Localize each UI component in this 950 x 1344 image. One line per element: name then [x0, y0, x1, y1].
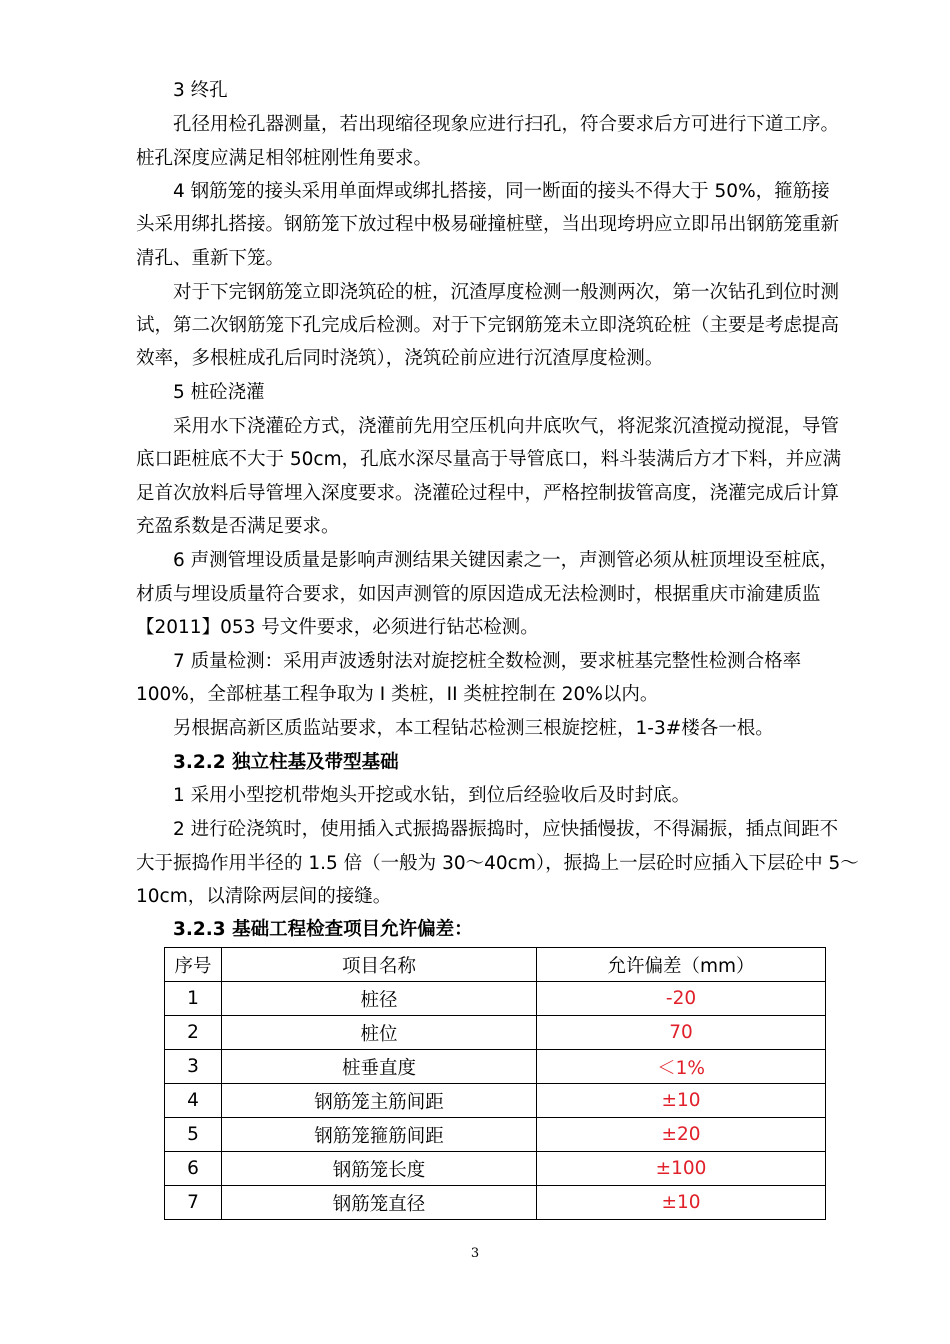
cell-item: 钢筋笼主筋间距: [222, 1084, 537, 1118]
paragraph-line: 4 钢筋笼的接头采用单面焊或绑扎搭接，同一断面的接头不得大于 50%，箍筋接: [173, 181, 830, 202]
cell-deviation: 70: [537, 1016, 826, 1050]
paragraph-line: 3 终孔: [173, 80, 228, 101]
cell-index: 7: [165, 1186, 222, 1220]
cell-item: 桩垂直度: [222, 1050, 537, 1084]
cell-index: 2: [165, 1016, 222, 1050]
cell-item: 桩径: [222, 982, 537, 1016]
cell-deviation: ±100: [537, 1152, 826, 1186]
page-number: 3: [470, 1246, 480, 1261]
header-cell-item: 项目名称: [222, 948, 537, 982]
cell-index: 5: [165, 1118, 222, 1152]
paragraph-line: 孔径用检孔器测量，若出现缩径现象应进行扫孔，符合要求后方可进行下道工序。: [173, 114, 840, 135]
cell-deviation: ＜1%: [537, 1050, 826, 1084]
paragraph-line: 材质与埋设质量符合要求，如因声测管的原因造成无法检测时，根据重庆市渝建质监: [136, 584, 821, 605]
header-cell-index: 序号: [165, 948, 222, 982]
paragraph-line: 底口距桩底不大于 50cm，孔底水深尽量高于导管底口，料斗装满后方才下料，并应满: [136, 449, 842, 470]
deviation-table: [164, 947, 826, 1220]
table-header-row: [165, 948, 826, 982]
table-row: [165, 1118, 826, 1152]
section-heading: 3.2.3 基础工程检查项目允许偏差：: [173, 919, 473, 940]
cell-index: 6: [165, 1152, 222, 1186]
table-row: [165, 1016, 826, 1050]
paragraph-line: 大于振捣作用半径的 1.5 倍（一般为 30～40cm），振捣上一层砼时应插入下层砼中 5～: [136, 853, 859, 874]
cell-item: 钢筋笼直径: [222, 1186, 537, 1220]
cell-index: 1: [165, 982, 222, 1016]
cell-item: 钢筋笼长度: [222, 1152, 537, 1186]
cell-deviation: ±10: [537, 1084, 826, 1118]
paragraph-line: 100%，全部桩基工程争取为 I 类桩，II 类桩控制在 20%以内。: [136, 684, 659, 705]
table-row: [165, 1050, 826, 1084]
paragraph-line: 7 质量检测：采用声波透射法对旋挖桩全数检测，要求桩基完整性检测合格率: [173, 651, 802, 672]
table-row: [165, 1084, 826, 1118]
paragraph-line: 另根据高新区质监站要求，本工程钻芯检测三根旋挖桩，1-3#楼各一根。: [173, 718, 774, 739]
paragraph-line: 桩孔深度应满足相邻桩刚性角要求。: [136, 148, 433, 169]
paragraph-line: 2 进行砼浇筑时，使用插入式振捣器振捣时，应快插慢拔，不得漏振，插点间距不: [173, 819, 839, 840]
table-row: [165, 1186, 826, 1220]
cell-item: 钢筋笼箍筋间距: [222, 1118, 537, 1152]
paragraph-line: 10cm，以清除两层间的接缝。: [136, 886, 392, 907]
paragraph-line: 对于下完钢筋笼立即浇筑砼的桩，沉渣厚度检测一般测两次，第一次钻孔到位时测: [173, 282, 840, 303]
paragraph-line: 5 桩砼浇灌: [173, 382, 265, 403]
cell-item: 桩位: [222, 1016, 537, 1050]
paragraph-line: 1 采用小型挖机带炮头开挖或水钻，到位后经验收后及时封底。: [173, 785, 691, 806]
cell-index: 4: [165, 1084, 222, 1118]
paragraph-line: 【2011】053 号文件要求，必须进行钻芯检测。: [136, 617, 539, 638]
paragraph-line: 足首次放料后导管埋入深度要求。浇灌砼过程中，严格控制拔管高度，浇灌完成后计算: [136, 483, 840, 504]
cell-deviation: ±20: [537, 1118, 826, 1152]
paragraph-line: 效率，多根桩成孔后同时浇筑），浇筑砼前应进行沉渣厚度检测。: [136, 348, 664, 369]
table-row: [165, 1152, 826, 1186]
paragraph-line: 充盈系数是否满足要求。: [136, 516, 340, 537]
paragraph-line: 头采用绑扎搭接。钢筋笼下放过程中极易碰撞桩壁，当出现垮坍应立即吊出钢筋笼重新: [136, 214, 840, 235]
section-heading: 3.2.2 独立柱基及带型基础: [173, 752, 399, 773]
header-cell-deviation: 允许偏差（mm）: [537, 948, 826, 982]
paragraph-line: 清孔、重新下笼。: [136, 248, 285, 269]
paragraph-line: 6 声测管埋设质量是影响声测结果关键因素之一，声测管必须从桩顶埋设至桩底，: [173, 550, 839, 571]
paragraph-line: 采用水下浇灌砼方式，浇灌前先用空压机向井底吹气，将泥浆沉渣搅动搅混，导管: [173, 416, 840, 437]
cell-index: 3: [165, 1050, 222, 1084]
table-row: [165, 982, 826, 1016]
paragraph-line: 试，第二次钢筋笼下孔完成后检测。对于下完钢筋笼未立即浇筑砼桩（主要是考虑提高: [136, 315, 840, 336]
cell-deviation: -20: [537, 982, 826, 1016]
cell-deviation: ±10: [537, 1186, 826, 1220]
